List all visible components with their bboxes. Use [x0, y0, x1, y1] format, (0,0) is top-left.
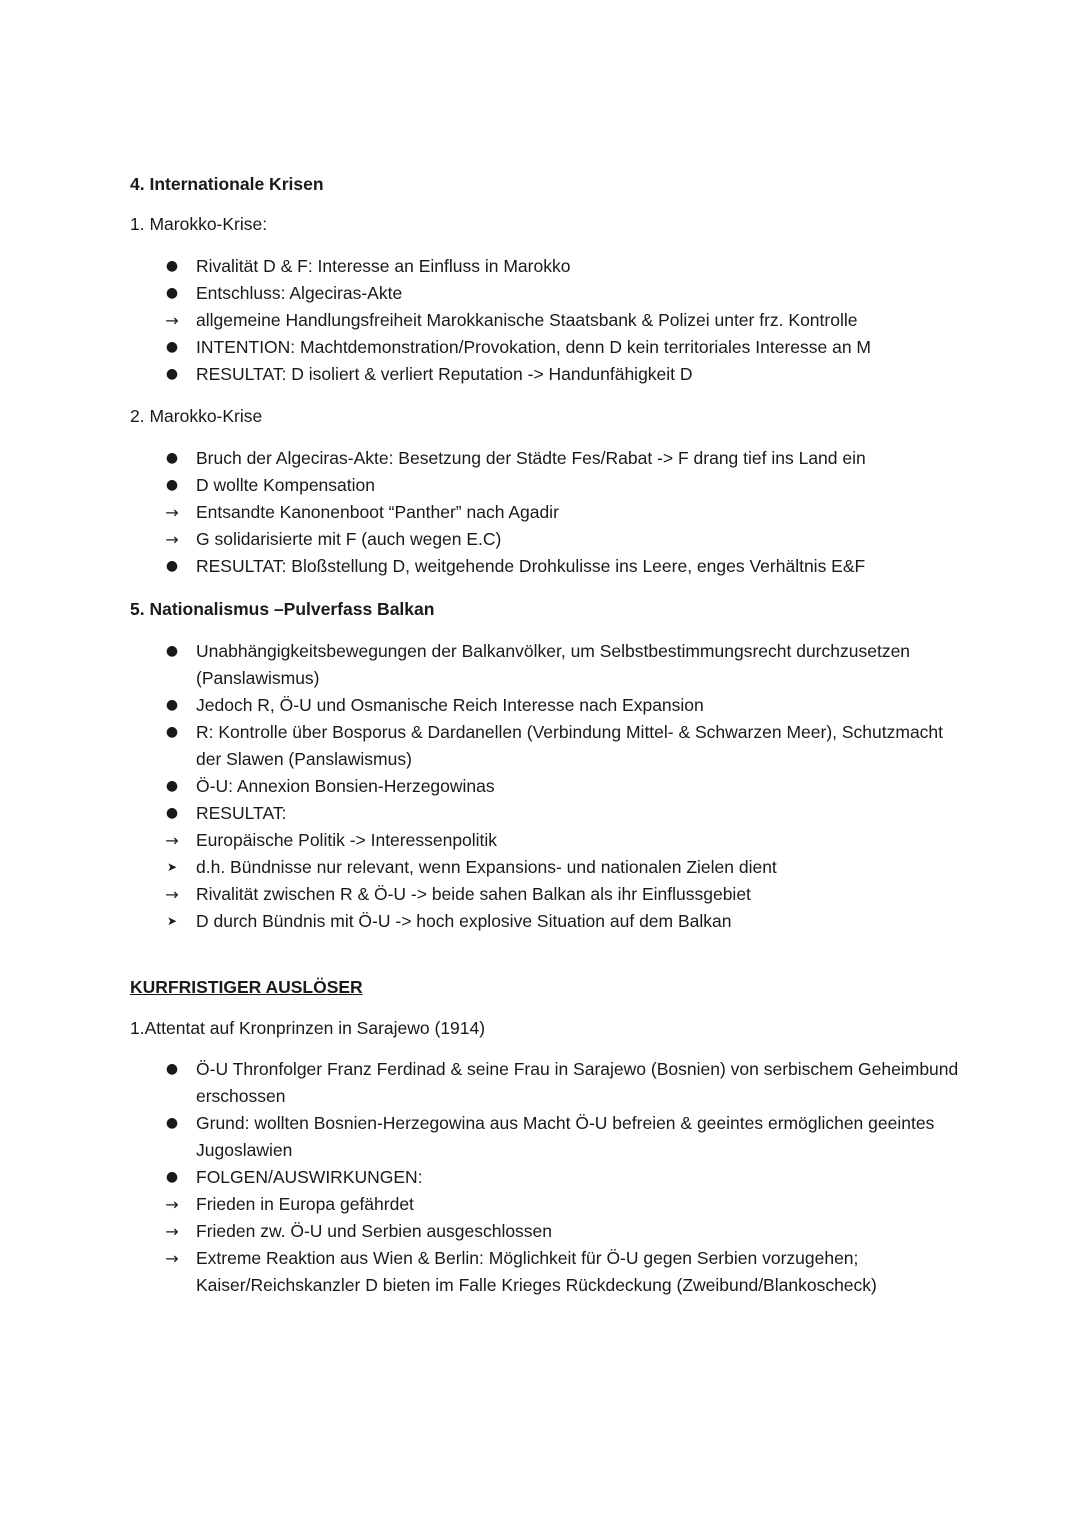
bullet-icon: ● [165, 778, 179, 794]
list-item-text: Ö-U: Annexion Bonsien-Herzegowinas [196, 776, 495, 796]
list-item-text: allgemeine Handlungsfreiheit Marokkanische Staatsbank & Polizei unter frz. Kontrolle [196, 310, 858, 330]
bullet-icon: ● [165, 1061, 179, 1077]
list-item [160, 280, 960, 307]
list-item-text: d.h. Bündnisse nur relevant, wenn Expansions- und nationalen Zielen dient [196, 857, 777, 877]
list-item [160, 334, 960, 361]
bullet-icon: ● [165, 339, 179, 355]
arrow-right-icon: → [165, 1195, 179, 1214]
list-item [160, 499, 960, 526]
bullet-icon: ● [165, 450, 179, 466]
trigger-list [160, 1056, 960, 1299]
arrow-right-icon: → [165, 311, 179, 330]
list-item [160, 773, 960, 800]
list-item-text: RESULTAT: D isoliert & verliert Reputation -> Handunfähigkeit D [196, 364, 693, 384]
list-item [160, 854, 960, 881]
arrow-right-icon: → [165, 503, 179, 522]
crisis-2-list [160, 445, 960, 580]
list-item-text: INTENTION: Machtdemonstration/Provokation, denn D kein territoriales Interesse an M [196, 337, 871, 357]
trigger-heading: KURFRISTIGER AUSLÖSER [130, 977, 363, 997]
list-item-text: G solidarisierte mit F (auch wegen E.C) [196, 529, 502, 549]
bullet-icon: ● [165, 1169, 179, 1185]
list-item-text: FOLGEN/AUSWIRKUNGEN: [196, 1167, 423, 1187]
list-item [160, 361, 960, 388]
crisis-2-heading: 2. Marokko-Krise [130, 406, 263, 426]
arrow-right-icon: → [165, 1222, 179, 1241]
list-item [160, 1218, 960, 1245]
list-item-text: Entsandte Kanonenboot “Panther” nach Agadir [196, 502, 559, 522]
list-item-text: Entschluss: Algeciras-Akte [196, 283, 403, 303]
bullet-icon: ● [165, 805, 179, 821]
arrow-right-icon: → [165, 1249, 179, 1268]
list-item [160, 1110, 960, 1164]
assassination-heading: 1.Attentat auf Kronprinzen in Sarajewo (1914) [130, 1018, 486, 1038]
section-5-list [160, 638, 960, 935]
list-item [160, 1056, 960, 1110]
bullet-icon: ● [165, 477, 179, 493]
section-5-heading: 5. Nationalismus –Pulverfass Balkan [130, 599, 435, 619]
list-item-text: Bruch der Algeciras-Akte: Besetzung der Städte Fes/Rabat -> F drang tief ins Land ein [196, 448, 866, 468]
list-item [160, 553, 960, 580]
list-item-text: Extreme Reaktion aus Wien & Berlin: Möglichkeit für Ö-U gegen Serbien vorzugehen; Kaiser/Reichskanzler D bieten im Falle Krieges Rückdeckung (Zweibund/Blankoscheck) [196, 1248, 877, 1295]
bullet-icon: ● [165, 1115, 179, 1131]
bullet-icon: ● [165, 558, 179, 574]
list-item-text: D durch Bündnis mit Ö-U -> hoch explosive Situation auf dem Balkan [196, 911, 732, 931]
list-item [160, 800, 960, 827]
arrow-right-icon: → [165, 885, 179, 904]
list-item [160, 638, 960, 692]
arrow-right-icon: → [165, 831, 179, 850]
list-item [160, 908, 960, 935]
list-item-text: RESULTAT: [196, 803, 287, 823]
list-item-text: D wollte Kompensation [196, 475, 375, 495]
bullet-icon: ● [165, 697, 179, 713]
list-item-text: Unabhängigkeitsbewegungen der Balkanvölker, um Selbstbestimmungsrecht durchzusetzen (Panslawismus) [196, 641, 911, 688]
list-item [160, 692, 960, 719]
list-item [160, 472, 960, 499]
list-item-text: Ö-U Thronfolger Franz Ferdinad & seine Frau in Sarajewo (Bosnien) von serbischem Geheimbund erschossen [196, 1059, 959, 1106]
crisis-1-list [160, 253, 960, 388]
triangle-arrow-icon: ➤ [166, 860, 178, 874]
list-item-text: R: Kontrolle über Bosporus & Dardanellen (Verbindung Mittel- & Schwarzen Meer), Schutzmacht der Slawen (Panslawismus) [196, 722, 944, 769]
list-item [160, 445, 960, 472]
list-item [160, 1245, 960, 1299]
list-item-text: Frieden in Europa gefährdet [196, 1194, 414, 1214]
list-item [160, 526, 960, 553]
triangle-arrow-icon: ➤ [166, 914, 178, 928]
list-item-text: Jedoch R, Ö-U und Osmanische Reich Interesse nach Expansion [196, 695, 704, 715]
bullet-icon: ● [165, 643, 179, 659]
list-item [160, 253, 960, 280]
list-item [160, 1164, 960, 1191]
list-item [160, 881, 960, 908]
bullet-icon: ● [165, 258, 179, 274]
bullet-icon: ● [165, 724, 179, 740]
list-item-text: Rivalität D & F: Interesse an Einfluss in Marokko [196, 256, 571, 276]
section-4-heading: 4. Internationale Krisen [130, 174, 324, 194]
bullet-icon: ● [165, 366, 179, 382]
list-item-text: RESULTAT: Bloßstellung D, weitgehende Drohkulisse ins Leere, enges Verhältnis E&F [196, 556, 866, 576]
arrow-right-icon: → [165, 530, 179, 549]
bullet-icon: ● [165, 285, 179, 301]
list-item [160, 1191, 960, 1218]
list-item-text: Frieden zw. Ö-U und Serbien ausgeschlossen [196, 1221, 553, 1241]
list-item-text: Grund: wollten Bosnien-Herzegowina aus Macht Ö-U befreien & geeintes ermöglichen geeintes Jugoslawien [196, 1113, 935, 1160]
crisis-1-heading: 1. Marokko-Krise: [130, 214, 268, 234]
list-item-text: Rivalität zwischen R & Ö-U -> beide sahen Balkan als ihr Einflussgebiet [196, 884, 751, 904]
list-item [160, 827, 960, 854]
list-item-text: Europäische Politik -> Interessenpolitik [196, 830, 498, 850]
list-item [160, 719, 960, 773]
list-item [160, 307, 960, 334]
